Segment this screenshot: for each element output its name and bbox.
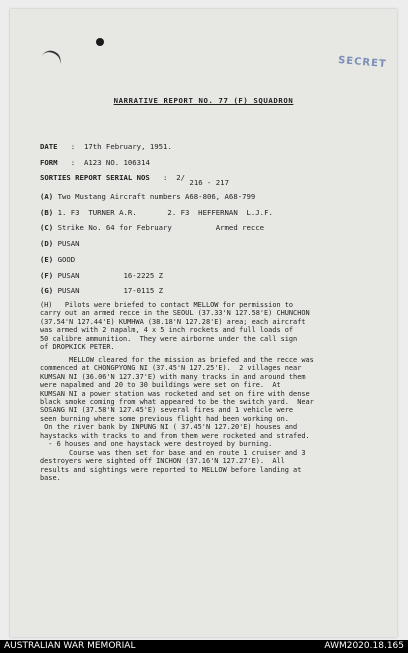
secret-stamp: SECRET [337, 54, 388, 71]
item-text: PUSAN [57, 239, 80, 248]
narrative-paragraph [40, 449, 370, 483]
item-key: (B) [40, 208, 54, 217]
report-item [40, 239, 80, 248]
narrative-line: (H) Pilots were briefed to contact MELLOW for permission to [40, 301, 294, 309]
narrative-line: KUMSAN NI (36.06'N 127.37'E) with many tracks in and around them [40, 372, 306, 381]
narrative-line: destroyers were sighted off INCHON (37.16'N 127.27'E). All [40, 457, 285, 466]
sorties-value-2: 216 - 217 [189, 178, 229, 187]
narrative-line: carry out an armed recce in the SEOUL (37.33'N 127.58'E) CHUNCHON [40, 309, 310, 318]
item-key: (A) [40, 192, 54, 201]
sorties-value: 2/ [176, 173, 186, 182]
date-value: 17th February, 1951. [83, 142, 172, 151]
item-text: 1. F3 TURNER A.R. 2. F3 HEFFERNAN L.J.F. [57, 208, 273, 217]
item-text: GOOD [57, 255, 76, 264]
report-title: NARRATIVE REPORT NO. 77 (F) SQUADRON [113, 96, 294, 105]
item-key: (D) [40, 239, 54, 248]
sorties-line: SORTIES REPORT SERIAL NOS : 2/ 216 - 217 [40, 173, 229, 187]
footer-left: AUSTRALIAN WAR MEMORIAL [4, 641, 136, 651]
punch-hole [96, 38, 104, 46]
report-item [40, 223, 264, 232]
narrative-line: of DROPKICK PETER. [40, 343, 115, 352]
narrative-line: results and sightings were reported to MELLOW before landing at [40, 465, 302, 474]
form-value: A123 NO. 106314 [83, 158, 150, 167]
form-line: FORM : A123 NO. 106314 [40, 158, 150, 167]
narrative-line: 50 calibre ammunition. They were airborne under the call sign [40, 334, 298, 343]
report-item [40, 255, 75, 264]
narrative-line: base. [40, 474, 61, 483]
item-key: (C) [40, 223, 54, 232]
item-key: (E) [40, 255, 54, 264]
item-key: (G) [40, 286, 54, 295]
date-line: DATE : 17th February, 1951. [40, 142, 172, 151]
narrative-line: - 6 houses and one haystack were destroyed by burning. [40, 440, 273, 449]
form-label: FORM [40, 158, 58, 167]
narrative-line: Course was then set for base and en route 1 cruiser and 3 [40, 449, 306, 457]
report-item [40, 271, 163, 280]
archive-footer [0, 640, 408, 653]
narrative-paragraph [40, 301, 370, 351]
item-key: (F) [40, 271, 54, 280]
sorties-label: SORTIES REPORT SERIAL NOS [40, 173, 150, 182]
pencil-mark [40, 47, 64, 69]
narrative-line: MELLOW cleared for the mission as briefed and the recce was [40, 356, 314, 364]
document-page [10, 9, 397, 637]
report-item [40, 208, 273, 217]
narrative-line: SOSANG NI (37.58'N 127.45'E) several fires and 1 vehicle were [40, 406, 294, 415]
narrative-line: (37.54'N 127.44'E) KUMHWA (38.18'N 127.28'E) area; each aircraft [40, 317, 306, 326]
item-text: PUSAN 17-0115 Z [57, 286, 164, 295]
narrative-line: black smoke coming from what appeared to be the switch yard. Near [40, 398, 314, 407]
report-item [40, 286, 163, 295]
narrative-line: haystacks with tracks to and from them were rocketed and strafed. [40, 431, 310, 440]
narrative-line: On the river bank by INPUNG NI ( 37.45'N 127.20'E) houses and [40, 423, 298, 432]
item-text: Strike No. 64 for February Armed recce [57, 223, 265, 232]
narrative-paragraph [40, 356, 370, 448]
narrative-line: seen burning where some previous flight had been working on. [40, 414, 289, 423]
narrative-line: commenced at CHONGPYONG NI (37.45'N 127.25'E). 2 villages near [40, 364, 302, 373]
footer-right: AWM2020.18.165 [324, 641, 404, 651]
report-item [40, 192, 255, 201]
narrative-line: KUMSAN NI a power station was rocketed and set on fire with dense [40, 389, 310, 398]
item-text: PUSAN 16-2225 Z [57, 271, 164, 280]
narrative-line: were napalmed and 20 to 30 buildings were set on fire. At [40, 381, 281, 390]
narrative-line: was armed with 2 napalm, 4 x 5 inch rockets and full loads of [40, 326, 294, 335]
item-text: Two Mustang Aircraft numbers A68-806, A68-799 [57, 192, 256, 201]
date-label: DATE [40, 142, 58, 151]
